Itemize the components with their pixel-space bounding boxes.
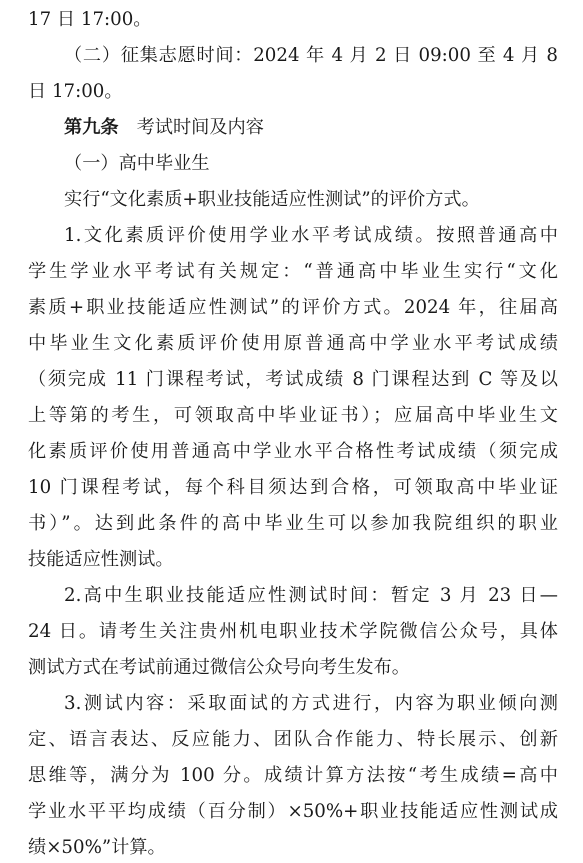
text-line: 测试方式在考试前通过微信公众号向考生发布。 <box>28 657 410 678</box>
text-line: 3.测试内容：采取面试的方式进行，内容为职业倾向测 <box>64 693 558 714</box>
text-line: 绩×50%”计算。 <box>28 837 166 858</box>
article-number: 第九条 <box>64 117 119 138</box>
text-line: 实行“文化素质+职业技能适应性测试”的评价方式。 <box>64 189 480 210</box>
text-line: 学业水平平均成绩（百分制）×50%+职业技能适应性测试成 <box>28 801 558 822</box>
article-heading <box>64 113 558 143</box>
text-line: 学生学业水平考试有关规定：“普通高中毕业生实行“文化 <box>28 261 558 282</box>
text-line: 书）”。达到此条件的高中毕业生可以参加我院组织的职业 <box>28 513 558 534</box>
article-title: 考试时间及内容 <box>136 117 264 138</box>
text-line: 24 日。请考生关注贵州机电职业技术学院微信公众号，具体 <box>28 621 558 642</box>
text-line: 日 17:00。 <box>28 81 123 102</box>
text-line: 素质+职业技能适应性测试”的评价方式。2024 年，往届高 <box>28 297 558 318</box>
text-line: 思维等，满分为 100 分。成绩计算方法按“考生成绩=高中 <box>28 765 558 786</box>
text-line: （须完成 11 门课程考试，考试成绩 8 门课程达到 C 等及以 <box>28 369 558 390</box>
text-line: 2.高中生职业技能适应性测试时间：暂定 3 月 23 日— <box>64 585 558 606</box>
text-line: 1.文化素质评价使用学业水平考试成绩。按照普通高中 <box>64 225 558 246</box>
text-line: 17 日 17:00。 <box>28 9 152 30</box>
text-line: 定、语言表达、反应能力、团队合作能力、特长展示、创新 <box>28 729 558 750</box>
text-line: 化素质评价使用普通高中学业水平合格性考试成绩（须完成 <box>28 441 558 462</box>
text-line: 上等第的考生，可领取高中毕业证书）；应届高中毕业生文 <box>28 405 558 426</box>
text-line: 中毕业生文化素质评价使用原普通高中学业水平考试成绩 <box>28 333 558 354</box>
text-line: （二）征集志愿时间：2024 年 4 月 2 日 09:00 至 4 月 8 <box>64 45 558 66</box>
text-line: 10 门课程考试，每个科目须达到合格，可领取高中毕业证 <box>28 477 558 498</box>
section-heading: （一）高中毕业生 <box>64 153 210 174</box>
text-line: 技能适应性测试。 <box>28 549 174 570</box>
